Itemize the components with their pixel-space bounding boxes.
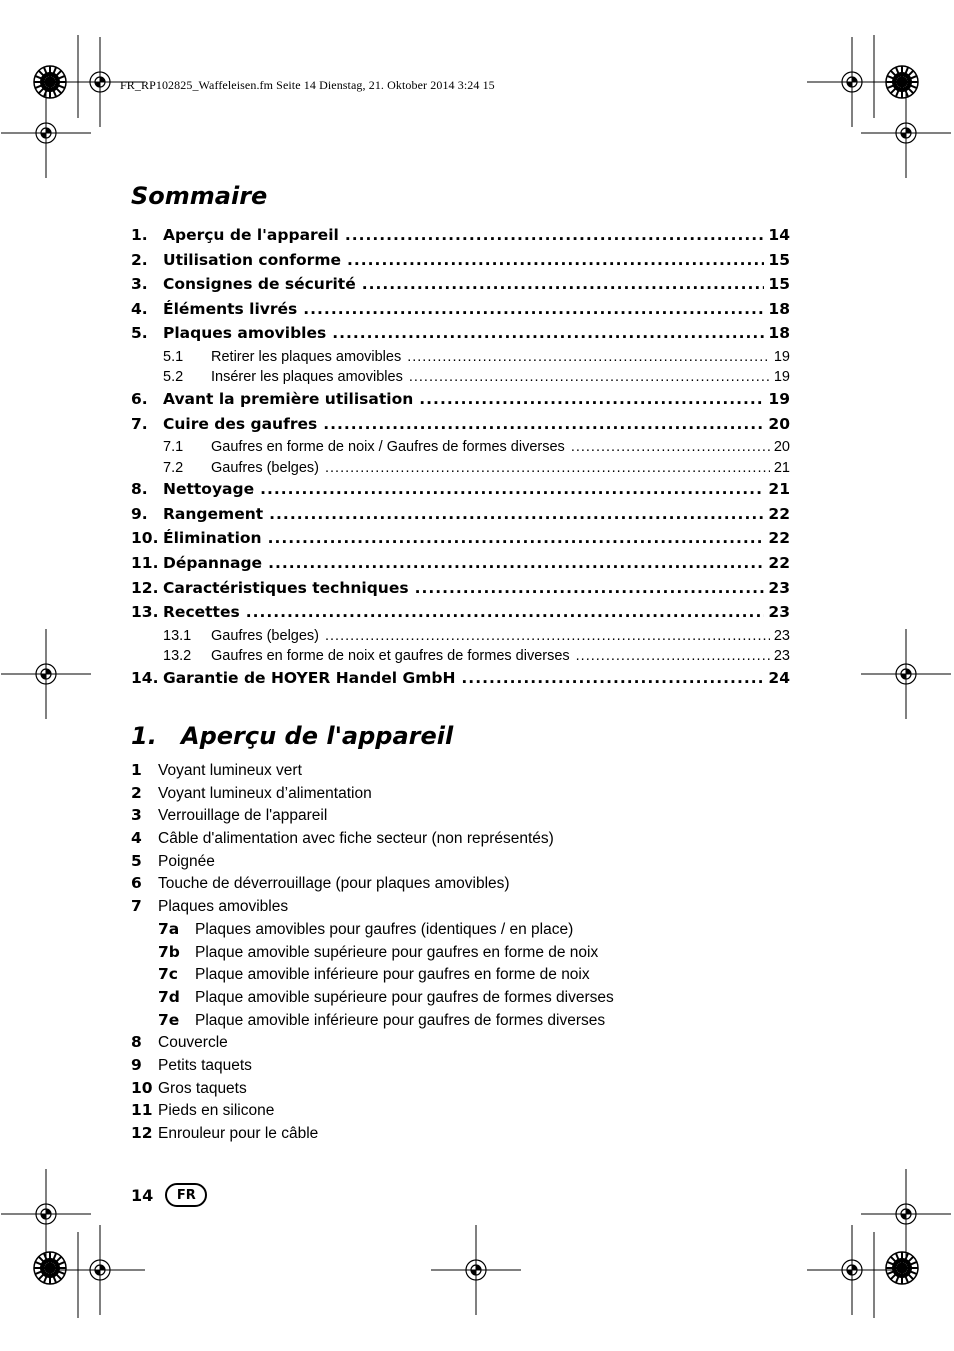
toc-entry-number: 14.: [131, 668, 159, 687]
part-item: [131, 943, 831, 966]
part-item: [131, 1124, 831, 1147]
toc-entry-title: Avant la première utilisation: [163, 389, 414, 408]
toc-entry-page: 23: [768, 603, 790, 622]
toc-entry-title: Recettes: [163, 603, 240, 622]
toc-entry-page: 22: [768, 504, 790, 523]
section-title: Aperçu de l'appareil: [181, 722, 454, 750]
toc-entry-title: Gaufres en forme de noix / Gaufres de formes diverses: [211, 439, 565, 456]
part-label: Plaque amovible supérieure pour gaufres de formes diverses: [195, 988, 614, 1006]
toc-entry-page: 15: [768, 250, 790, 269]
toc-entry-number: 13.2: [163, 648, 192, 665]
part-number: 7a: [158, 919, 180, 938]
toc-entry[interactable]: [131, 349, 790, 370]
toc-entry-number: 11.: [131, 553, 159, 572]
part-number: 6: [131, 874, 142, 893]
part-item: [131, 1079, 831, 1102]
page-footer: [131, 1183, 207, 1207]
toc-entry-page: 18: [768, 324, 790, 343]
toc-entry-title: Gaufres (belges): [211, 627, 319, 644]
toc-entry-page: 22: [768, 529, 790, 548]
part-number: 12: [131, 1124, 153, 1142]
toc-entry-number: 1.: [131, 226, 148, 244]
toc-title: Sommaire: [131, 182, 268, 210]
part-label: Gros taquets: [158, 1079, 247, 1097]
part-item: [131, 784, 831, 807]
toc-entry-number: 5.: [131, 324, 148, 343]
part-item: [131, 761, 831, 784]
part-item: [131, 897, 831, 920]
part-number: 7d: [158, 987, 180, 1006]
toc-entry[interactable]: [131, 554, 790, 579]
part-label: Verrouillage de l'appareil: [158, 807, 328, 825]
language-badge: FR: [165, 1183, 207, 1207]
page-number: 14: [131, 1185, 154, 1205]
toc-entry-number: 5.2: [163, 369, 184, 386]
toc-entry-title: Caractéristiques techniques: [163, 578, 409, 597]
part-number: 11: [131, 1101, 153, 1120]
part-item: [131, 852, 831, 875]
part-label: Pieds en silicone: [158, 1102, 275, 1120]
toc-leader-dots: [268, 529, 765, 547]
toc-entry[interactable]: [131, 226, 790, 251]
toc-entry-number: 3.: [131, 275, 148, 294]
part-item: [131, 1056, 831, 1079]
part-label: Plaques amovibles: [158, 898, 289, 916]
toc-entry-page: 23: [773, 627, 790, 644]
toc-entry[interactable]: [131, 648, 790, 669]
part-item: [131, 829, 831, 852]
part-item: [131, 1033, 831, 1056]
toc-entry-title: Gaufres en forme de noix et gaufres de formes diverses: [211, 648, 570, 665]
toc-entry-title: Insérer les plaques amovibles: [211, 369, 403, 386]
toc-leader-dots: [269, 505, 764, 523]
toc-leader-dots: [268, 554, 764, 572]
part-number: 7c: [158, 965, 178, 984]
toc-entry-number: 13.1: [163, 627, 192, 644]
toc-leader-dots: [325, 460, 770, 476]
toc-entry-title: Utilisation conforme: [163, 250, 341, 269]
part-item: [131, 1011, 831, 1034]
part-number: 7b: [158, 942, 180, 961]
part-number: 8: [131, 1033, 142, 1052]
toc-entry[interactable]: [131, 324, 790, 349]
toc-entry[interactable]: [131, 369, 790, 390]
toc-entry[interactable]: [131, 251, 790, 276]
toc-leader-dots: [260, 480, 764, 498]
toc-entry-title: Éléments livrés: [163, 299, 298, 318]
toc-entry[interactable]: [131, 579, 790, 604]
toc-entry-page: 24: [768, 668, 790, 687]
part-label: Poignée: [158, 852, 215, 870]
toc-entry-title: Plaques amovibles: [163, 324, 327, 343]
toc-entry-number: 10.: [131, 529, 159, 548]
toc-entry-number: 4.: [131, 299, 148, 318]
toc-entry-number: 7.1: [163, 439, 184, 456]
toc-entry-title: Garantie de HOYER Handel GmbH: [163, 668, 456, 687]
toc-entry-number: 13.: [131, 603, 159, 622]
toc-leader-dots: [407, 349, 770, 365]
toc-entry-number: 12.: [131, 578, 159, 597]
toc-entry-title: Cuire des gaufres: [163, 414, 318, 433]
part-label: Câble d'alimentation avec fiche secteur (non représentés): [158, 830, 554, 848]
toc-entry[interactable]: [131, 669, 790, 694]
part-number: 10: [131, 1078, 153, 1097]
part-item: [131, 874, 831, 897]
part-number: 2: [131, 783, 142, 802]
part-number: 7: [131, 897, 142, 916]
section-number: 1.: [131, 722, 157, 750]
toc-entry-title: Consignes de sécurité: [163, 275, 356, 294]
toc-leader-dots: [409, 369, 770, 385]
toc-leader-dots: [347, 251, 764, 269]
part-label: Couvercle: [158, 1034, 228, 1052]
table-of-contents: [131, 226, 790, 693]
toc-entry[interactable]: [131, 505, 790, 530]
section-heading: [131, 722, 453, 750]
toc-entry-title: Dépannage: [163, 553, 263, 572]
toc-entry[interactable]: [131, 390, 790, 415]
toc-leader-dots: [332, 324, 764, 342]
part-label: Enrouleur pour le câble: [158, 1125, 319, 1142]
toc-entry-number: 7.2: [163, 459, 184, 476]
part-number: 9: [131, 1055, 142, 1074]
file-info-header: FR_RP102825_Waffeleisen.fm Seite 14 Dienstag, 21. Oktober 2014 3:24 15: [120, 78, 495, 92]
toc-entry-page: 14: [768, 226, 790, 244]
toc-entry[interactable]: [131, 275, 790, 300]
toc-leader-dots: [325, 628, 770, 644]
toc-entry[interactable]: [131, 603, 790, 628]
toc-entry-page: 20: [773, 439, 790, 456]
toc-entry-page: 15: [768, 275, 790, 294]
toc-leader-dots: [246, 603, 765, 621]
part-label: Touche de déverrouillage (pour plaques amovibles): [158, 875, 510, 893]
toc-leader-dots: [345, 226, 765, 244]
part-label: Plaque amovible inférieure pour gaufres de formes diverses: [195, 1011, 606, 1029]
part-label: Plaques amovibles pour gaufres (identiques / en place): [195, 920, 574, 938]
toc-entry[interactable]: [131, 628, 790, 649]
toc-entry-number: 9.: [131, 504, 148, 523]
part-number: 7e: [158, 1010, 180, 1029]
toc-entry-title: Retirer les plaques amovibles: [211, 348, 402, 365]
part-label: Voyant lumineux vert: [158, 762, 302, 779]
toc-entry-page: 20: [768, 414, 790, 433]
toc-entry-title: Élimination: [163, 529, 262, 548]
toc-entry-page: 21: [773, 459, 790, 476]
toc-entry-title: Gaufres (belges): [211, 459, 319, 476]
toc-entry-page: 19: [773, 369, 790, 386]
part-item: [131, 965, 831, 988]
part-item: [131, 1101, 831, 1124]
part-label: Plaque amovible inférieure pour gaufres en forme de noix: [195, 966, 590, 984]
parts-list: [131, 761, 831, 1147]
toc-entry-title: Rangement: [163, 504, 264, 523]
part-number: 5: [131, 851, 142, 870]
toc-entry-number: 8.: [131, 480, 148, 499]
toc-entry-number: 2.: [131, 250, 148, 269]
part-item: [131, 920, 831, 943]
toc-entry-page: 21: [768, 480, 790, 499]
part-label: Plaque amovible supérieure pour gaufres en forme de noix: [195, 943, 599, 961]
part-label: Voyant lumineux d’alimentation: [158, 784, 372, 802]
toc-leader-dots: [415, 579, 765, 597]
toc-entry-number: 7.: [131, 414, 148, 433]
toc-entry[interactable]: [131, 439, 790, 460]
toc-entry-number: 5.1: [163, 348, 184, 365]
part-number: 4: [131, 829, 142, 848]
toc-entry-page: 23: [768, 578, 790, 597]
toc-entry-page: 18: [768, 299, 790, 318]
toc-entry-page: 22: [768, 553, 790, 572]
part-number: 3: [131, 806, 142, 825]
toc-leader-dots: [461, 669, 764, 687]
toc-entry[interactable]: [131, 460, 790, 481]
toc-entry[interactable]: [131, 529, 790, 554]
toc-leader-dots: [323, 415, 764, 433]
toc-entry[interactable]: [131, 480, 790, 505]
toc-leader-dots: [576, 648, 770, 664]
toc-entry[interactable]: [131, 415, 790, 440]
toc-leader-dots: [419, 390, 764, 408]
toc-entry-title: Nettoyage: [163, 480, 255, 499]
part-item: [131, 988, 831, 1011]
toc-entry-page: 19: [768, 389, 790, 408]
toc-entry-number: 6.: [131, 389, 148, 408]
toc-leader-dots: [303, 300, 764, 318]
toc-entry-page: 23: [773, 648, 790, 665]
toc-entry[interactable]: [131, 300, 790, 325]
part-item: [131, 806, 831, 829]
part-number: 1: [131, 761, 142, 779]
toc-leader-dots: [362, 275, 765, 293]
toc-entry-title: Aperçu de l'appareil: [163, 226, 339, 244]
part-label: Petits taquets: [158, 1056, 252, 1074]
toc-leader-dots: [571, 439, 770, 455]
toc-entry-page: 19: [773, 348, 790, 365]
